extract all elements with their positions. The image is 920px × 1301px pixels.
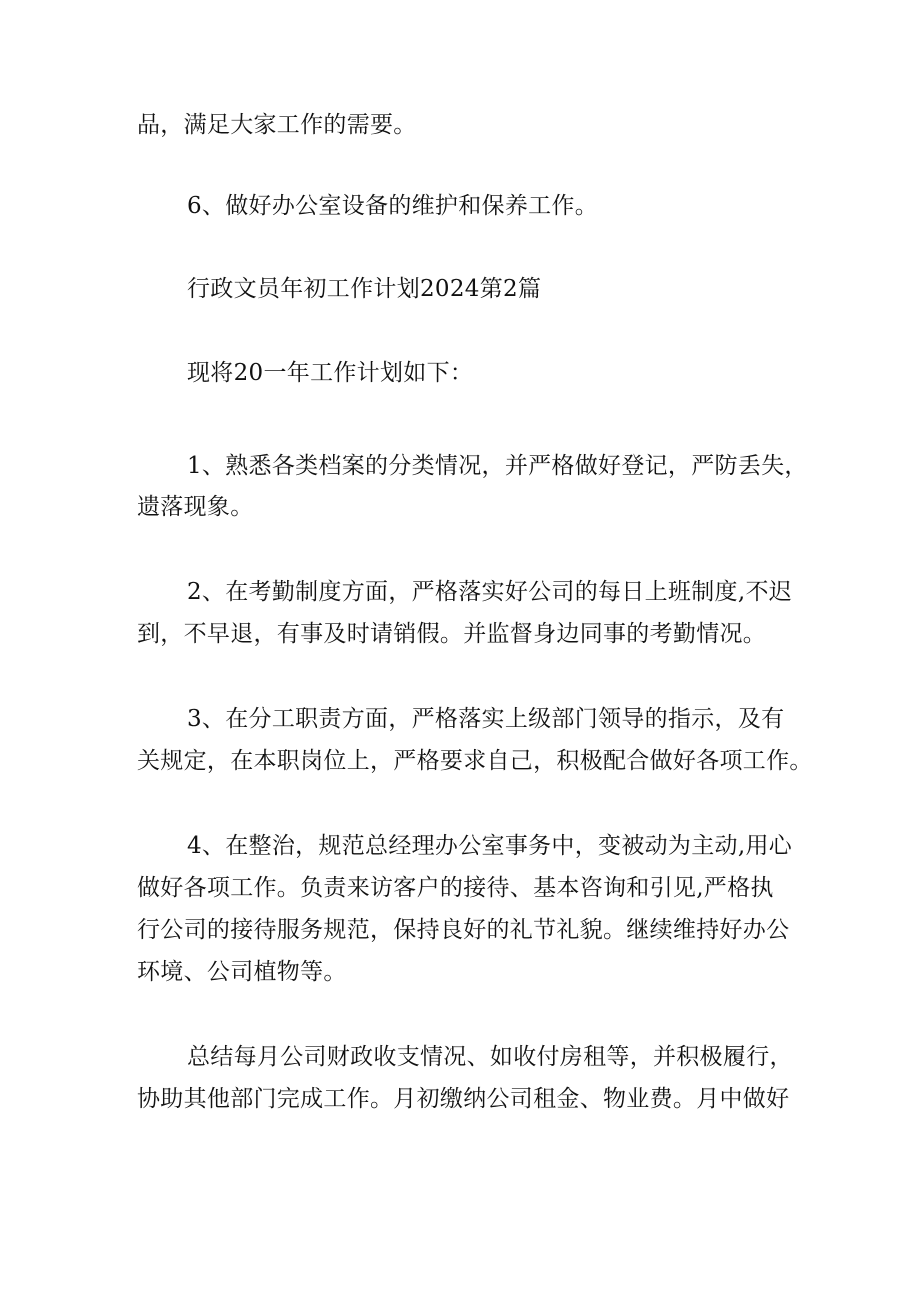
- list-item-1-line1: 1、熟悉各类档案的分类情况，并严格做好登记，严防丢失，: [187, 453, 808, 479]
- list-item-3-line2: 关规定，在本职岗位上，严格要求自己，积极配合做好各项工作。: [137, 748, 813, 774]
- summary-line2: 协助其他部门完成工作。月初缴纳公司租金、物业费。月中做好: [137, 1086, 790, 1112]
- list-item-2-line1: 2、在考勤制度方面，严格落实好公司的每日上班制度,不迟: [187, 579, 793, 605]
- list-item-4-line2: 做好各项工作。负责来访客户的接待、基本咨询和引见,严格执: [137, 875, 774, 901]
- list-item-4-line4: 环境、公司植物等。: [137, 959, 347, 985]
- list-item-2-line2: 到，不早退，有事及时请销假。并监督身边同事的考勤情况。: [137, 621, 767, 647]
- list-item-4-line3: 行公司的接待服务规范，保持良好的礼节礼貌。继续维持好办公: [137, 917, 790, 943]
- list-item-3-line1: 3、在分工职责方面，严格落实上级部门领导的指示，及有: [187, 706, 785, 732]
- list-item-4-line1: 4、在整治，规范总经理办公室事务中，变被动为主动,用心: [187, 833, 793, 859]
- intro-line: 现将20一年工作计划如下：: [187, 360, 474, 386]
- paragraph-line: 品，满足大家工作的需要。: [137, 112, 417, 138]
- summary-line1: 总结每月公司财政收支情况、如收付房租等，并积极履行，: [187, 1044, 793, 1070]
- section-heading: 行政文员年初工作计划2024第2篇: [187, 276, 542, 302]
- list-item-6: 6、做好办公室设备的维护和保养工作。: [187, 193, 599, 219]
- list-item-1-line2: 遗落现象。: [137, 494, 254, 520]
